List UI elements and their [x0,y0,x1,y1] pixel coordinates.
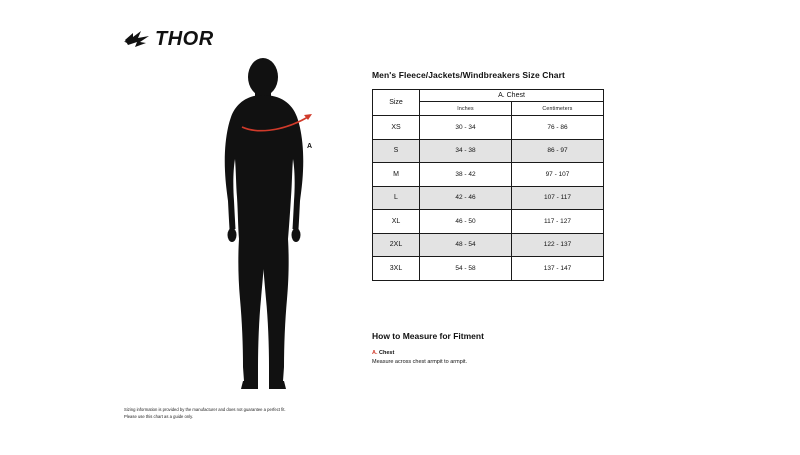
how-to-item-letter: A. [372,350,378,356]
header-size: Size [373,90,420,116]
cell-inches: 34 - 38 [420,139,512,163]
page-title: Men's Fleece/Jackets/Windbreakers Size Chart [372,70,565,80]
cell-centimeters: 76 - 86 [512,116,604,140]
thor-hammer-icon [124,29,150,51]
cell-inches: 30 - 34 [420,116,512,140]
table-row [373,210,604,234]
size-chart-section [372,70,604,281]
cell-size: S [373,139,420,163]
table-header [373,90,604,116]
cell-centimeters: 137 - 147 [512,257,604,281]
disclaimer-line-2: Please use this chart as a guide only. [124,414,194,420]
brand-name: THOR [155,28,214,50]
disclaimer [124,406,424,421]
cell-inches: 54 - 58 [420,257,512,281]
chest-measure-marker: A [307,143,313,150]
how-to-item-name: Chest [379,350,395,356]
brand-logo [124,28,214,51]
how-to-measure-title: How to Measure for Fitment [372,331,484,341]
cell-centimeters: 97 - 107 [512,163,604,187]
header-centimeters: Centimeters [512,102,604,116]
table-row [373,186,604,210]
cell-size: XS [373,116,420,140]
how-to-measure-section [372,331,622,367]
how-to-item-description: Measure across chest armpit to armpit. [372,359,468,365]
size-table [372,89,604,281]
cell-centimeters: 86 - 97 [512,139,604,163]
header-chest-group: A. Chest [420,90,604,102]
cell-size: XL [373,210,420,234]
header-inches: Inches [420,102,512,116]
cell-inches: 48 - 54 [420,233,512,257]
cell-inches: 42 - 46 [420,186,512,210]
how-to-item-heading [372,350,622,356]
cell-inches: 38 - 42 [420,163,512,187]
table-row [373,163,604,187]
table-row [373,257,604,281]
cell-centimeters: 117 - 127 [512,210,604,234]
cell-size: 3XL [373,257,420,281]
table-row [373,139,604,163]
table-header-row-group [373,90,604,102]
body-figure [200,55,350,395]
cell-centimeters: 122 - 137 [512,233,604,257]
disclaimer-line-1: Sizing information is provided by the manufacturer and does not guarantee a perfect fit. [124,407,286,412]
cell-size: L [373,186,420,210]
table-row [373,116,604,140]
table-body [373,116,604,281]
table-row [373,233,604,257]
cell-size: 2XL [373,233,420,257]
cell-inches: 46 - 50 [420,210,512,234]
cell-size: M [373,163,420,187]
cell-centimeters: 107 - 117 [512,186,604,210]
